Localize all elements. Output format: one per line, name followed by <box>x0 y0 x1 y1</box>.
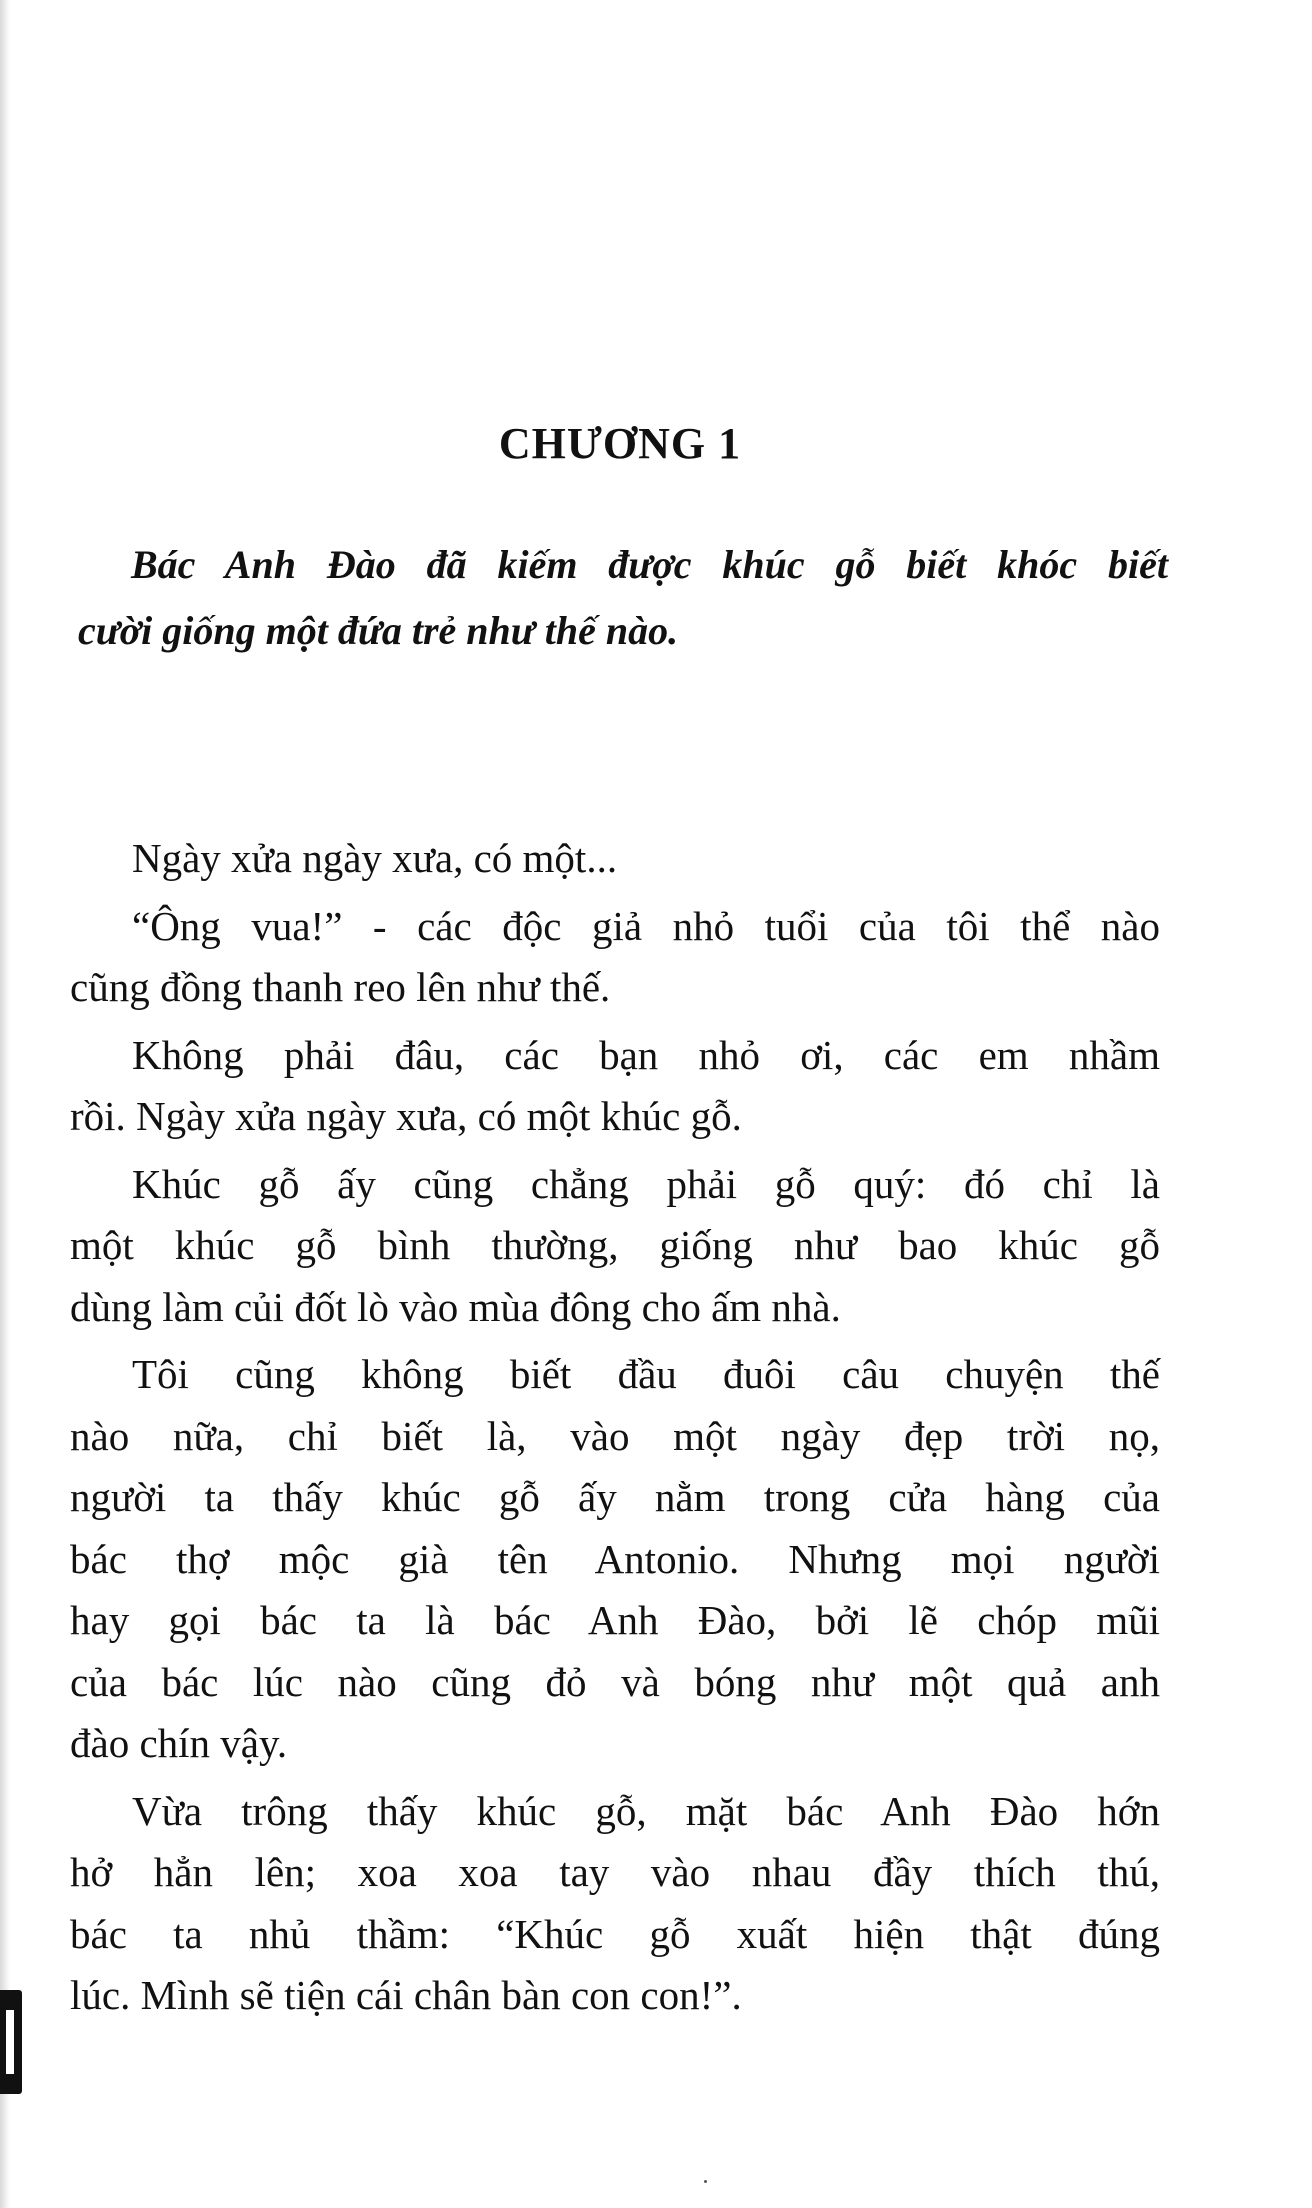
paragraph-line: một khúc gỗ bình thường, giống như bao khúc gỗ <box>70 1222 1160 1268</box>
paragraph-line: hở hẳn lên; xoa xoa tay vào nhau đầy thích thú, <box>70 1849 1160 1895</box>
paragraph <box>70 1781 1160 2027</box>
paragraph <box>70 1344 1160 1775</box>
paragraph-line: bác thợ mộc già tên Antonio. Nhưng mọi người <box>70 1535 1160 1582</box>
paragraph-line: bác ta nhủ thầm: “Khúc gỗ xuất hiện thật đúng <box>70 1910 1160 1957</box>
paragraph-line: nào nữa, chỉ biết là, vào một ngày đẹp trời nọ, <box>70 1412 1160 1459</box>
page-edge-shadow <box>0 0 10 2208</box>
paragraph-line: “Ông vua!” - các độc giả nhỏ tuổi của tôi thể nào <box>132 902 1160 949</box>
paragraph-line: lúc. Mình sẽ tiện cái chân bàn con con!”. <box>70 1972 742 2018</box>
paragraph <box>70 1025 1160 1148</box>
paragraph <box>70 1154 1160 1339</box>
chapter-body <box>70 828 1160 2033</box>
summary-line: cười giống một đứa trẻ như thế nào. <box>78 608 679 653</box>
paragraph-line: Không phải đâu, các bạn nhỏ ơi, các em nhầm <box>132 1031 1160 1078</box>
paragraph-line: của bác lúc nào cũng đỏ và bóng như một quả anh <box>70 1658 1160 1705</box>
paragraph-line: Ngày xửa ngày xưa, có một... <box>132 835 618 881</box>
paragraph-line: người ta thấy khúc gỗ ấy nằm trong cửa hàng của <box>70 1474 1160 1520</box>
paragraph <box>70 828 1160 890</box>
paragraph-line: đào chín vậy. <box>70 1720 288 1766</box>
paragraph-line: hay gọi bác ta là bác Anh Đào, bởi lẽ chóp mũi <box>70 1597 1160 1643</box>
paragraph-line: cũng đồng thanh reo lên như thế. <box>70 964 611 1010</box>
paragraph-line: Tôi cũng không biết đầu đuôi câu chuyện thế <box>132 1351 1160 1397</box>
print-speck <box>704 2180 707 2183</box>
paragraph-line: rồi. Ngày xửa ngày xưa, có một khúc gỗ. <box>70 1093 742 1139</box>
paragraph-line: Khúc gỗ ấy cũng chẳng phải gỗ quý: đó chỉ là <box>132 1160 1160 1207</box>
paragraph <box>70 896 1160 1019</box>
chapter-summary <box>78 532 1168 664</box>
paragraph-line: dùng làm củi đốt lò vào mùa đông cho ấm nhà. <box>70 1283 841 1330</box>
paragraph-line: Vừa trông thấy khúc gỗ, mặt bác Anh Đào hớn <box>132 1787 1160 1834</box>
binding-mark <box>0 1990 22 2094</box>
chapter-title: CHƯƠNG 1 <box>498 419 742 468</box>
summary-line: Bác Anh Đào đã kiếm được khúc gỗ biết khóc biết <box>131 542 1168 587</box>
